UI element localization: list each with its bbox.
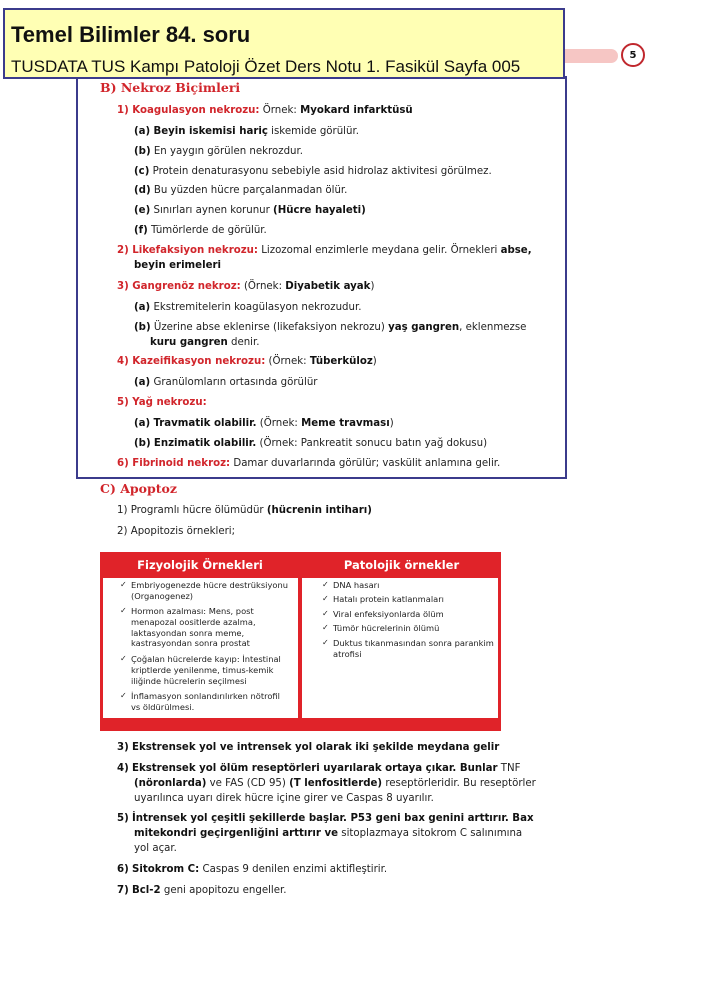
lique-line-2 [134,259,221,272]
check-icon: ✓ [120,606,127,615]
point-bold: Ekstrensek yol ölüm reseptörleri uyarılarak ortaya çıkar. Bunlar [132,763,498,774]
point-bold: (nöronlarda) [134,778,207,789]
item-letter: (a) [134,377,151,388]
item-line: menapozal oositlerde azalma, [131,616,256,627]
kaz-line [117,355,377,368]
page-number: 5 [621,43,645,67]
table-item [322,638,494,660]
item-line: laktasyondan sonra meme, [131,627,245,638]
apoptosis-heading: C) Apoptoz [100,481,177,496]
item-text: Protein denaturasyonu sebebiyle asid hidrolaz aktivitesi görülmez. [152,166,492,177]
point-text: ve FAS (CD 95) [206,778,290,789]
item-letter: (c) [134,166,150,177]
item-letter: (b) [134,322,151,333]
point-bold: mitekondri geçirgenliğini arttırır ve [134,828,339,839]
item-line: kriptlerde yenilenme, timus-kemik [131,664,274,675]
item-bold: yaş gangren [388,322,460,333]
item-letter: (b) [134,438,151,449]
item-line: iliğinde hücrelerin seçilmesi [131,675,247,686]
coag-item-a [134,125,359,138]
item-line: Çoğalan hücrelerde kayıp: İntestinal [131,654,281,664]
item-text: Üzerine abse eklenirse (likefaksiyon nekrozu) [153,322,389,333]
item-letter: (b) [134,146,151,157]
necrosis-heading: B) Nekroz Biçimleri [100,80,241,95]
page-subtitle: TUSDATA TUS Kampı Patoloji Özet Ders Notu 1. Fasikül Sayfa 005 [11,57,521,76]
point-num: 3) [117,742,129,753]
item-bold: Travmatik olabilir. [153,418,257,429]
item-bold: Enzimatik olabilir. [153,438,257,449]
item-text: Tümörlerde de görülür. [151,225,267,236]
yag-line [117,396,207,409]
check-icon: ✓ [322,580,329,589]
point-bold: Sitokrom C: [132,864,200,875]
fib-text: Damar duvarlarında görülür; vaskülit anlamına gelir. [230,458,501,469]
coag-item-f [134,224,267,237]
point-text: Programlı hücre ölümüdür [130,505,267,516]
apo-point-6 [117,863,387,876]
gang-pre: (Örnek: [240,281,286,292]
point-text: reseptörleridir. Bu reseptörler [382,778,536,789]
item-line: (Organogenez) [131,590,194,601]
table-item [322,594,444,605]
coag-pre: Örnek: [259,105,301,116]
kaz-item-a [134,376,317,389]
apoptosis-table [100,552,501,731]
header-box [3,8,565,79]
lique-bold-2: beyin erimeleri [134,260,222,271]
item-line: Tümör hücrelerinin ölümü [333,623,440,633]
point-bold: (hücrenin intiharı) [266,505,372,516]
table-col-pathologic [302,578,498,718]
item-text: Bu yüzden hücre parçalanmadan ölür. [153,185,348,196]
item-bold-2: kuru gangren [150,337,228,348]
table-item [120,606,256,649]
apo-point-3 [117,741,499,754]
apo-point-4-line-3: uyarılınca uyarı direk hücre içine girer ve Caspas 8 uyarılır. [134,793,434,804]
coag-label: 1) Koagulasyon nekrozu: [117,105,260,116]
lique-line [117,244,532,257]
yag-label: 5) Yağ nekrozu: [117,397,207,408]
item-example: Meme travması [301,418,390,429]
lique-label: 2) Likefaksiyon nekrozu: [117,245,258,256]
item-letter: (a) [134,126,151,137]
item-letter: (a) [134,418,151,429]
kaz-post: ) [372,356,377,367]
fib-line [117,457,500,470]
coag-item-e [134,204,366,217]
yag-item-b [134,437,487,450]
apo-point-1 [117,504,372,517]
gang-item-b [134,321,526,334]
item-line: Viral enfeksiyonlarda ölüm [333,609,444,619]
item-line: Hatalı protein katlanmaları [333,594,444,604]
check-icon: ✓ [322,609,329,618]
point-text: geni apopitozu engeller. [160,885,287,896]
item-text: Sınırları aynen korunur [153,205,274,216]
check-icon: ✓ [322,594,329,603]
item-line: DNA hasarı [333,580,380,590]
point-bold: Ekstrensek yol ve intrensek yol olarak iki şekilde meydana gelir [132,742,500,753]
table-item [120,654,281,686]
item-bold: (Hücre hayaleti) [273,205,366,216]
check-icon: ✓ [322,638,329,647]
point-num: 6) [117,864,129,875]
point-bold: Bcl-2 [132,885,161,896]
gang-item-b-2 [150,336,260,349]
apo-point-5 [117,812,534,825]
item-line: atrofisi [333,648,362,659]
check-icon: ✓ [322,623,329,632]
apo-point-4-line-2 [134,777,536,790]
check-icon: ✓ [120,580,127,589]
item-letter: (e) [134,205,151,216]
table-col-physiologic [103,578,298,718]
item-text: En yaygın görülen nekrozdur. [153,146,304,157]
point-text: Caspas 9 denilen enzimi aktifleştirir. [199,864,388,875]
point-num: 2) [117,526,128,537]
gang-line [117,280,374,293]
item-text: iskemide görülür. [267,126,359,137]
item-line: Embriyogenezde hücre destrüksiyonu [131,580,288,590]
page-title: Temel Bilimler 84. soru [11,22,251,47]
point-num: 7) [117,885,129,896]
item-post: ) [389,418,394,429]
item-text: (Örnek: [256,418,302,429]
table-item [120,691,280,713]
coag-item-d [134,184,347,197]
item-line: Hormon azalması: Mens, post [131,606,254,616]
item-bold: Beyin iskemisi hariç [153,126,268,137]
coag-item-c [134,165,492,178]
point-text: Apopitozis örnekleri; [130,526,236,537]
gang-example: Diyabetik ayak [285,281,371,292]
kaz-pre: (Örnek: [265,356,310,367]
point-text: TNF [497,763,521,774]
point-num: 4) [117,763,129,774]
check-icon: ✓ [120,691,127,700]
coag-example: Myokard infarktüsü [300,105,413,116]
item-line: vs öldürülmesi. [131,701,195,712]
table-header-pathologic: Patolojik örnekler [343,558,460,572]
check-icon: ✓ [120,654,127,663]
point-num: 5) [117,813,129,824]
point-bold: İntrensek yol çeşitli şekillerde başlar. P53 geni bax genini arttırır. Bax [132,813,534,824]
apo-point-5-line-2 [134,827,522,840]
lique-bold: abse, [500,245,532,256]
apo-point-7 [117,884,287,897]
apo-point-4 [117,762,520,775]
table-item [322,580,380,591]
coag-item-b [134,145,303,158]
item-line: kastrasyondan sonra prostat [131,638,250,649]
item-text-2: , eklenmezse [459,322,527,333]
point-bold: (T lenfositlerde) [289,778,383,789]
yag-item-a [134,417,394,430]
item-text: (Örnek: Pankreatit sonucu batın yağ dokusu) [256,438,488,449]
gang-item-a [134,301,361,314]
page-number-bar [560,49,618,63]
gang-post: ) [370,281,375,292]
point-num: 1) [117,505,128,516]
item-text: Granülomların ortasında görülür [153,377,318,388]
apo-point-2 [117,525,235,538]
coag-line [117,104,413,117]
table-header-physiologic: Fizyolojik Örnekleri [137,558,263,572]
item-line: Duktus tıkanmasından sonra parankim [333,638,494,648]
table-item [322,623,440,634]
item-text: Ekstremitelerin koagülasyon nekrozudur. [153,302,362,313]
lique-text: Lizozomal enzimlerle meydana gelir. Örnekleri [257,245,501,256]
table-item [322,609,444,620]
point-text: sitoplazmaya sitokrom C salınımına [338,828,523,839]
fib-label: 6) Fibrinoid nekroz: [117,458,231,469]
item-text-3: denir. [227,337,260,348]
item-letter: (a) [134,302,151,313]
item-letter: (d) [134,185,151,196]
apo-point-5-line-3: yol açar. [134,843,177,854]
item-letter: (f) [134,225,148,236]
gang-label: 3) Gangrenöz nekroz: [117,281,241,292]
kaz-label: 4) Kazeifikasyon nekrozu: [117,356,266,367]
table-item [120,580,288,602]
kaz-example: Tüberküloz [309,356,373,367]
item-line: İnflamasyon sonlandırılırken nötrofil [131,691,280,701]
